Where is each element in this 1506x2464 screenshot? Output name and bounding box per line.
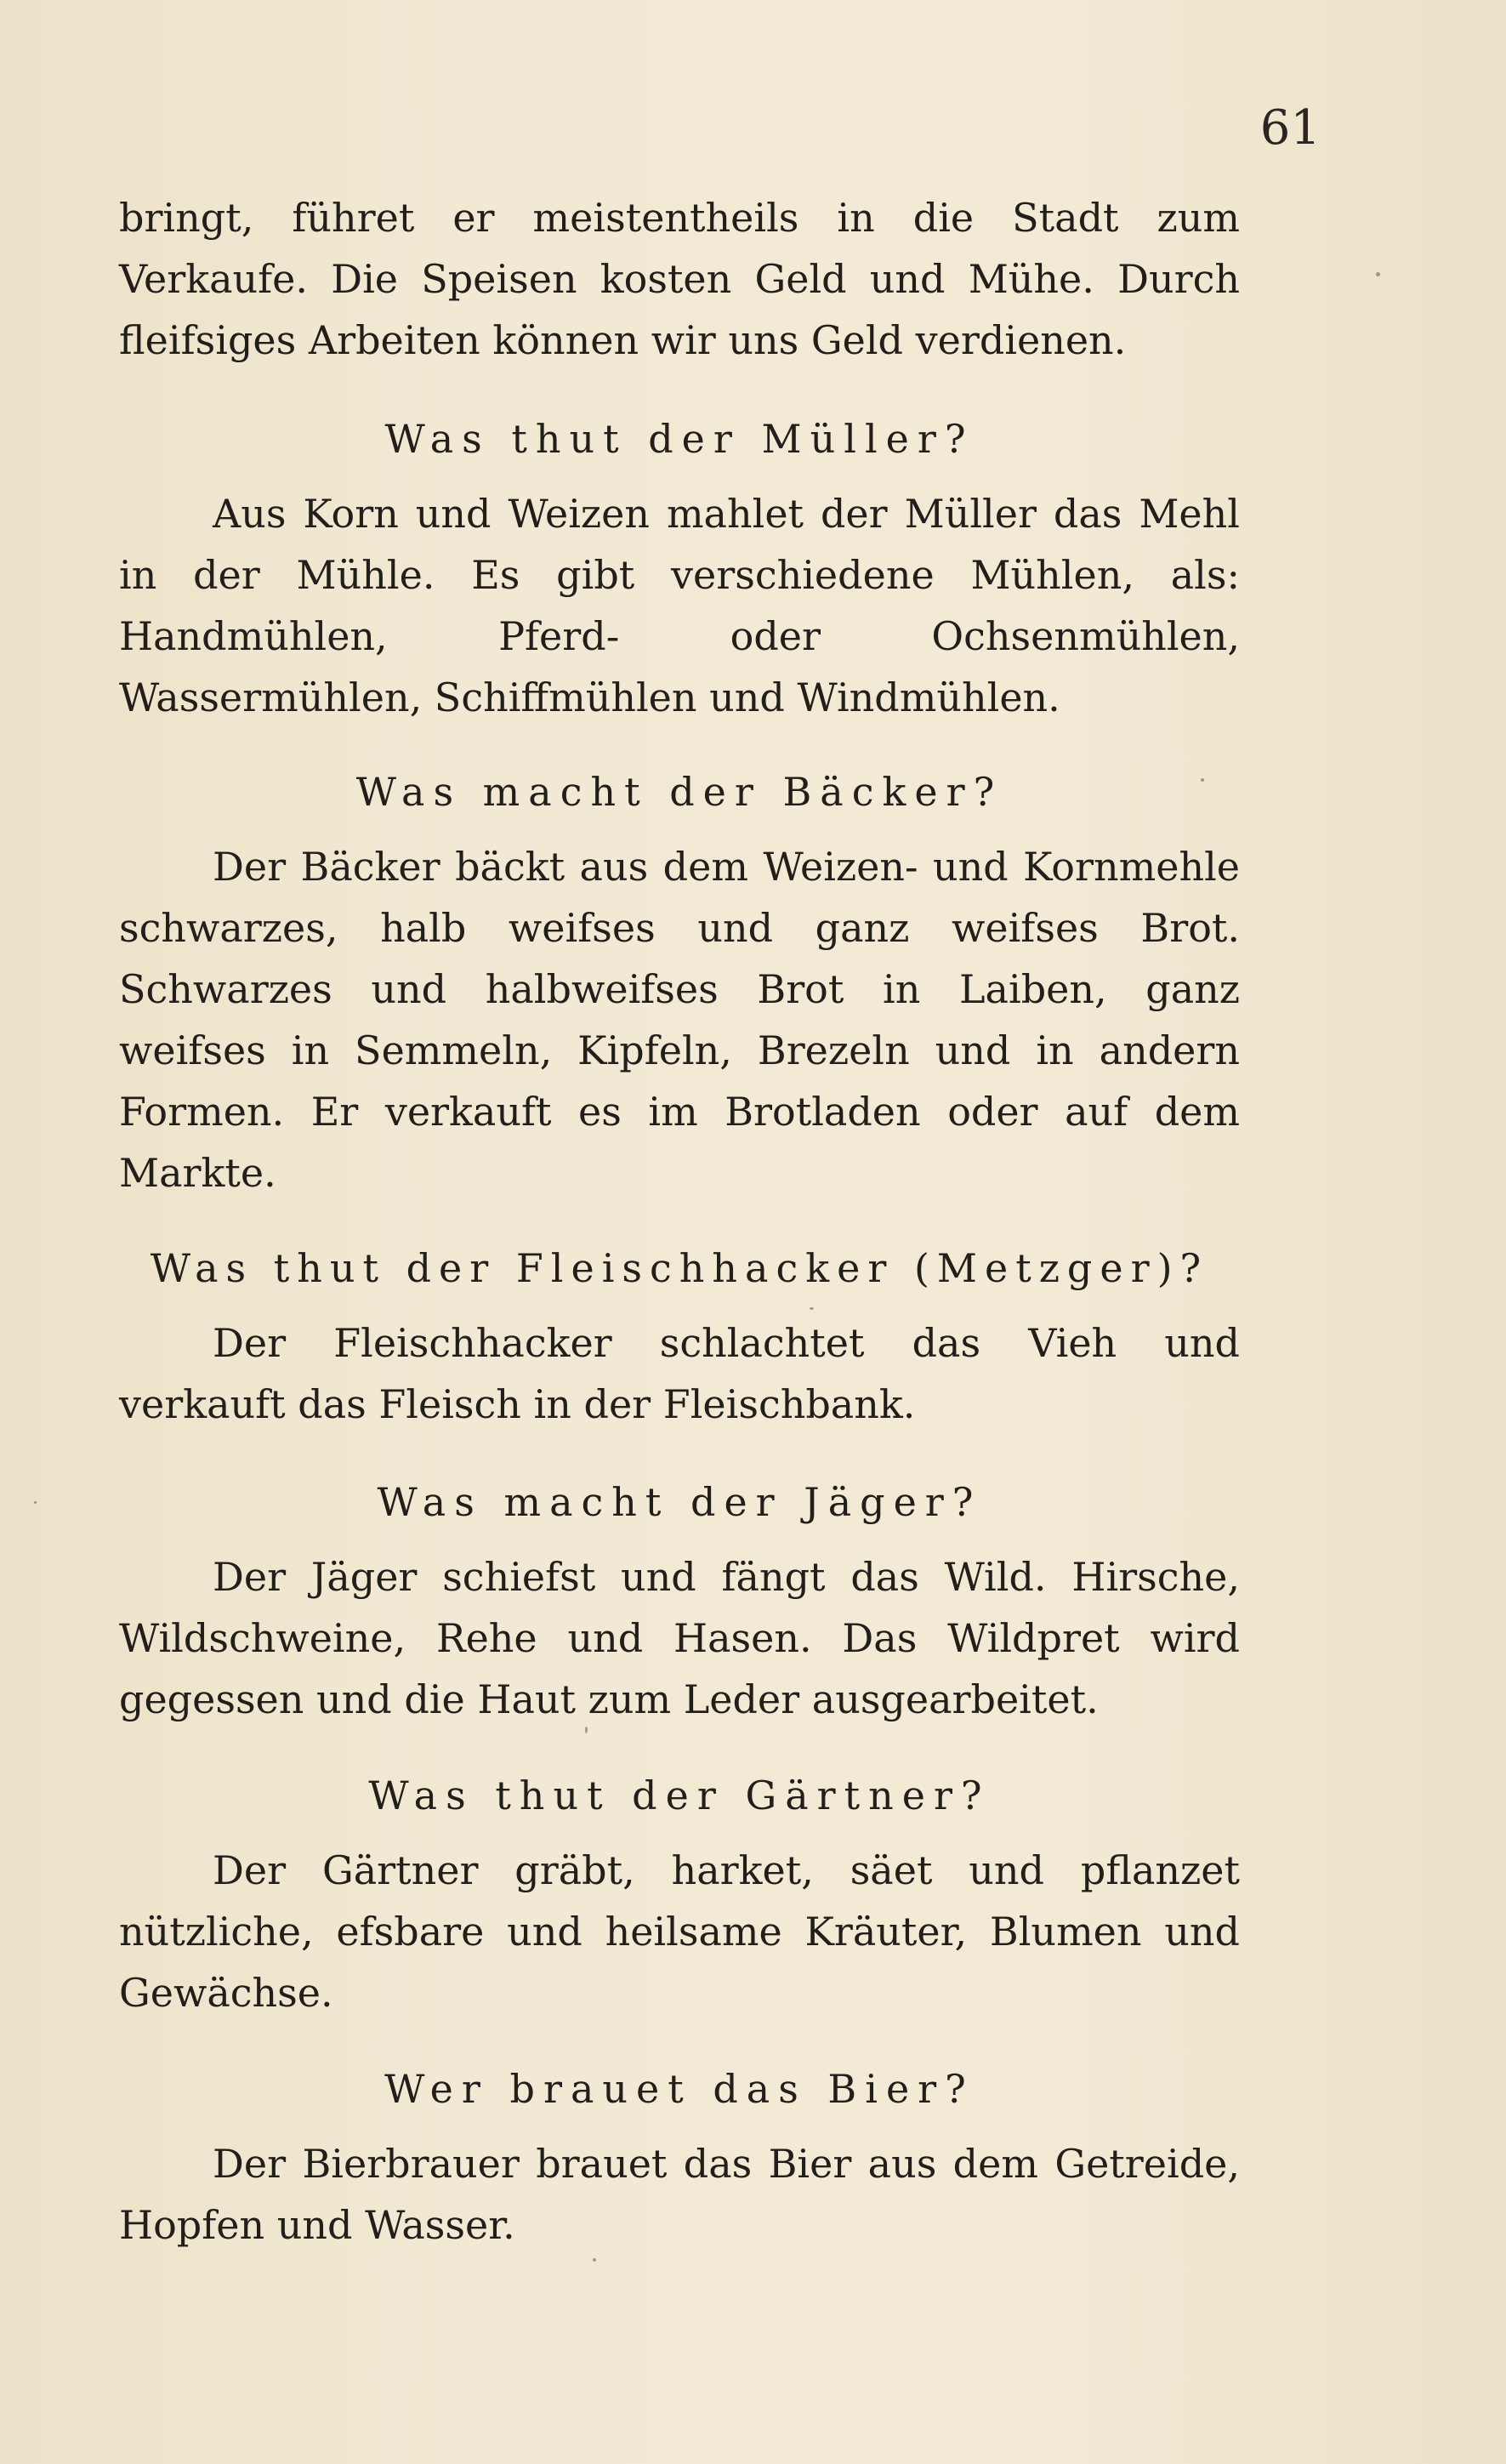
paper-speck — [810, 1307, 814, 1310]
paragraph-baecker: Der Bäcker bäckt aus dem Weizen- und Kornmehle schwarzes, halb weifses und ganz weifses Brot. Schwarzes und halbweifses Brot in Laiben, ganz weifses in Semmeln, Kipfeln, Brezeln und in andern Formen. Er verkauft es im Brotladen oder auf dem Markte. — [119, 844, 1240, 1196]
section-jaeger — [119, 1471, 1240, 1730]
paper-speck — [1376, 272, 1380, 276]
heading-fleischhacker: Was thut der Fleischhacker (Metzger)? — [150, 1245, 1209, 1291]
heading-bier: Wer brauet das Bier? — [384, 2066, 975, 2112]
paragraph-continuation: bringt, führet er meistentheils in die Stadt zum Verkaufe. Die Speisen kosten Geld und Mühe. Durch fleifsiges Arbeiten können wir uns Geld verdienen. — [119, 195, 1240, 363]
heading-jaeger: Was macht der Jäger? — [377, 1479, 982, 1525]
section-mueller — [119, 408, 1240, 728]
heading-mueller: Was thut der Müller? — [384, 416, 975, 462]
section-continuation — [119, 187, 1240, 371]
section-gaertner — [119, 1765, 1240, 2023]
paragraph-gaertner: Der Gärtner gräbt, harket, säet und pflanzet nützliche, efsbare und heilsame Kräuter, Blumen und Gewächse. — [119, 1847, 1240, 2016]
paragraph-mueller: Aus Korn und Weizen mahlet der Müller das Mehl in der Mühle. Es gibt verschiedene Mühlen, als: Handmühlen, Pferd- oder Ochsenmühlen, Wassermühlen, Schiffmühlen und Windmühlen. — [119, 491, 1240, 720]
section-fleischhacker — [119, 1238, 1240, 1435]
page-number: 61 — [1259, 100, 1321, 156]
heading-gaertner: Was thut der Gärtner? — [368, 1773, 991, 1818]
section-baecker — [119, 761, 1240, 1204]
paragraph-fleischhacker: Der Fleischhacker schlachtet das Vieh und verkauft das Fleisch in der Fleischbank. — [119, 1320, 1240, 1427]
heading-baecker: Was macht der Bäcker? — [355, 769, 1003, 815]
section-bier — [119, 2058, 1240, 2256]
paper-speck — [34, 1501, 37, 1504]
paragraph-bier: Der Bierbrauer brauet das Bier aus dem Getreide, Hopfen und Wasser. — [119, 2141, 1240, 2248]
paper-speck — [585, 1727, 588, 1733]
paper-speck — [1201, 778, 1204, 782]
paper-speck — [593, 2258, 596, 2262]
paragraph-jaeger: Der Jäger schiefst und fängt das Wild. Hirsche, Wildschweine, Rehe und Hasen. Das Wildpret wird gegessen und die Haut zum Leder ausgearbeitet. — [119, 1554, 1240, 1722]
